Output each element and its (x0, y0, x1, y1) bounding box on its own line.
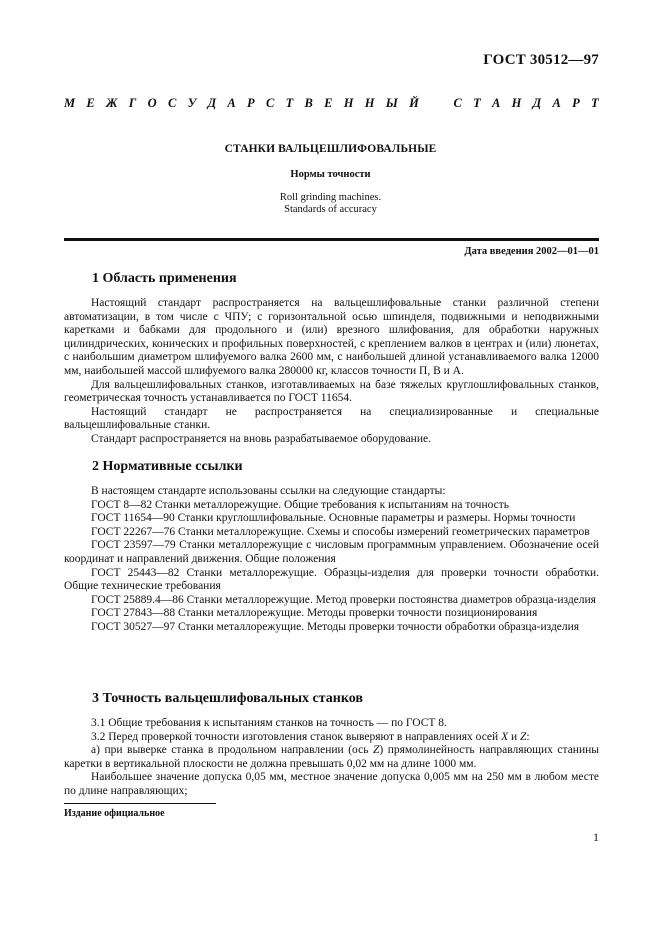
reference-item: ГОСТ 22267—76 Станки металлорежущие. Схемы и способы измерений геометрических параметров (91, 525, 590, 538)
banner-letter: Р (572, 96, 580, 110)
axis-x-label: X (501, 730, 509, 743)
banner-letter: С (265, 96, 275, 110)
banner-letter: Д (532, 96, 542, 110)
interstate-standard-banner (64, 96, 599, 111)
banner-letter: Т (591, 96, 599, 110)
banner-letter: С (453, 96, 462, 110)
section-3-heading: 3 Точность вальцешлифовальных станков (92, 691, 363, 706)
paragraph: Настоящий стандарт распространяется на вальцешлифовальные станки различной степени автоматизации, в том числе с ЧПУ; с горизонтальной осью шпинделя, подвижными и неподвижными каретками и бабками для продольного и (или) врезного шлифования, для обработки наружных цилиндрических, конических и профильных поверхностей, с креплением валков в центрах и (или) люнетах, с наибольшим диаметром шлифуемого валка 2600 мм, с наибольшей длиной устанавливаемого валка 12000 мм, наибольшей массой шлифуемого валка 280000 кг, классов точности П, В и А. (64, 297, 599, 377)
section-3-body (64, 717, 599, 799)
banner-letter: А (552, 96, 561, 110)
paragraph (64, 744, 599, 771)
banner-letter: А (492, 96, 501, 110)
section-2-body (64, 485, 599, 635)
banner-letter: Ы (385, 96, 398, 110)
document-subtitle: Нормы точности (290, 169, 371, 180)
reference-item: ГОСТ 25889.4—86 Станки металлорежущие. Метод проверки постоянства диаметров образца-изделия (91, 593, 596, 606)
banner-letter: Е (86, 96, 95, 110)
english-title-line-2: Standards of accuracy (284, 204, 377, 215)
banner-gap (430, 96, 442, 111)
banner-letter: У (187, 96, 197, 110)
text-run: и (508, 730, 521, 743)
reference-item: ГОСТ 25443—82 Станки металлорежущие. Образцы-изделия для проверки точности обработки. Общие технические требования (64, 566, 599, 593)
banner-letter: Н (364, 96, 375, 110)
paragraph: 3.1 Общие требования к испытаниям станков на точность — по ГОСТ 8. (91, 717, 447, 729)
footer-divider (64, 803, 216, 804)
page-number: 1 (593, 830, 599, 844)
official-edition-note: Издание официальное (64, 808, 165, 819)
reference-item: ГОСТ 23597—79 Станки металлорежущие с числовым программным управлением. Обозначение осей координат и направлений движения. Общие положения (64, 539, 599, 565)
banner-letter: Р (247, 96, 255, 110)
title-block (0, 143, 661, 216)
introduction-date: Дата введения 2002—01—01 (464, 246, 599, 257)
document-title: СТАНКИ ВАЛЬЦЕШЛИФОВАЛЬНЫЕ (224, 143, 437, 155)
paragraph: Стандарт распространяется на вновь разрабатываемое оборудование. (91, 432, 431, 445)
paragraph: В настоящем стандарте использованы ссылки на следующие стандарты: (91, 485, 446, 497)
banner-letter: Н (343, 96, 354, 110)
english-title-line-1: Roll grinding machines. (279, 192, 382, 203)
paragraph: Настоящий стандарт не распространяется на специализированные и специальные вальцешлифовальные станки. (64, 405, 599, 432)
banner-letter: О (147, 96, 157, 110)
banner-letter: Н (511, 96, 522, 110)
banner-letter: Г (128, 96, 137, 110)
section-1-body (64, 297, 599, 447)
banner-letter: Й (409, 96, 419, 110)
gost-code: ГОСТ 30512—97 (483, 52, 599, 68)
banner-letter: Е (324, 96, 333, 110)
text-run: : (526, 730, 530, 743)
banner-letter: Д (207, 96, 217, 110)
paragraph: Наибольшее значение допуска 0,05 мм, местное значение допуска 0,005 мм на 250 мм в любом месте по длине направляющих; (64, 771, 599, 797)
text-run: а) при выверке станка в продольном направлении (ось (91, 744, 373, 757)
paragraph (64, 731, 599, 745)
reference-item: ГОСТ 8—82 Станки металлорежущие. Общие требования к испытаниям на точность (91, 498, 510, 511)
banner-letter: А (227, 96, 236, 110)
reference-item: ГОСТ 30527—97 Станки металлорежущие. Методы проверки точности обработки образца-изделия (91, 620, 580, 633)
banner-letter: Т (473, 96, 481, 110)
banner-letter: Ж (106, 96, 118, 110)
text-run: ) прямолинейность направляющих станины каретки в вертикальной плоскости не должна превышать 0,02 мм на длине 1000 мм. (64, 744, 599, 770)
section-2-heading: 2 Нормативные ссылки (92, 459, 243, 474)
banner-letter: М (64, 96, 76, 110)
english-title (0, 192, 661, 216)
axis-z-label: Z (520, 730, 527, 743)
section-1-heading: 1 Область применения (92, 271, 237, 286)
banner-letter: В (304, 96, 313, 110)
axis-z-label: Z (372, 744, 380, 757)
banner-letter: Т (285, 96, 294, 110)
paragraph: Для вальцешлифовальных станков, изготавливаемых на базе тяжелых круглошлифовальных станков, геометрическая точность устанавливается по ГОСТ 11654. (64, 378, 599, 405)
reference-item: ГОСТ 11654—90 Станки круглошлифовальные. Основные параметры и размеры. Нормы точности (91, 512, 576, 525)
reference-item: ГОСТ 27843—88 Станки металлорежущие. Методы проверки точности позиционирования (91, 607, 538, 620)
banner-letter: С (167, 96, 177, 110)
text-run: 3.2 Перед проверкой точности изготовления станок выверяют в направлениях осей (91, 730, 502, 743)
title-divider (64, 238, 599, 241)
